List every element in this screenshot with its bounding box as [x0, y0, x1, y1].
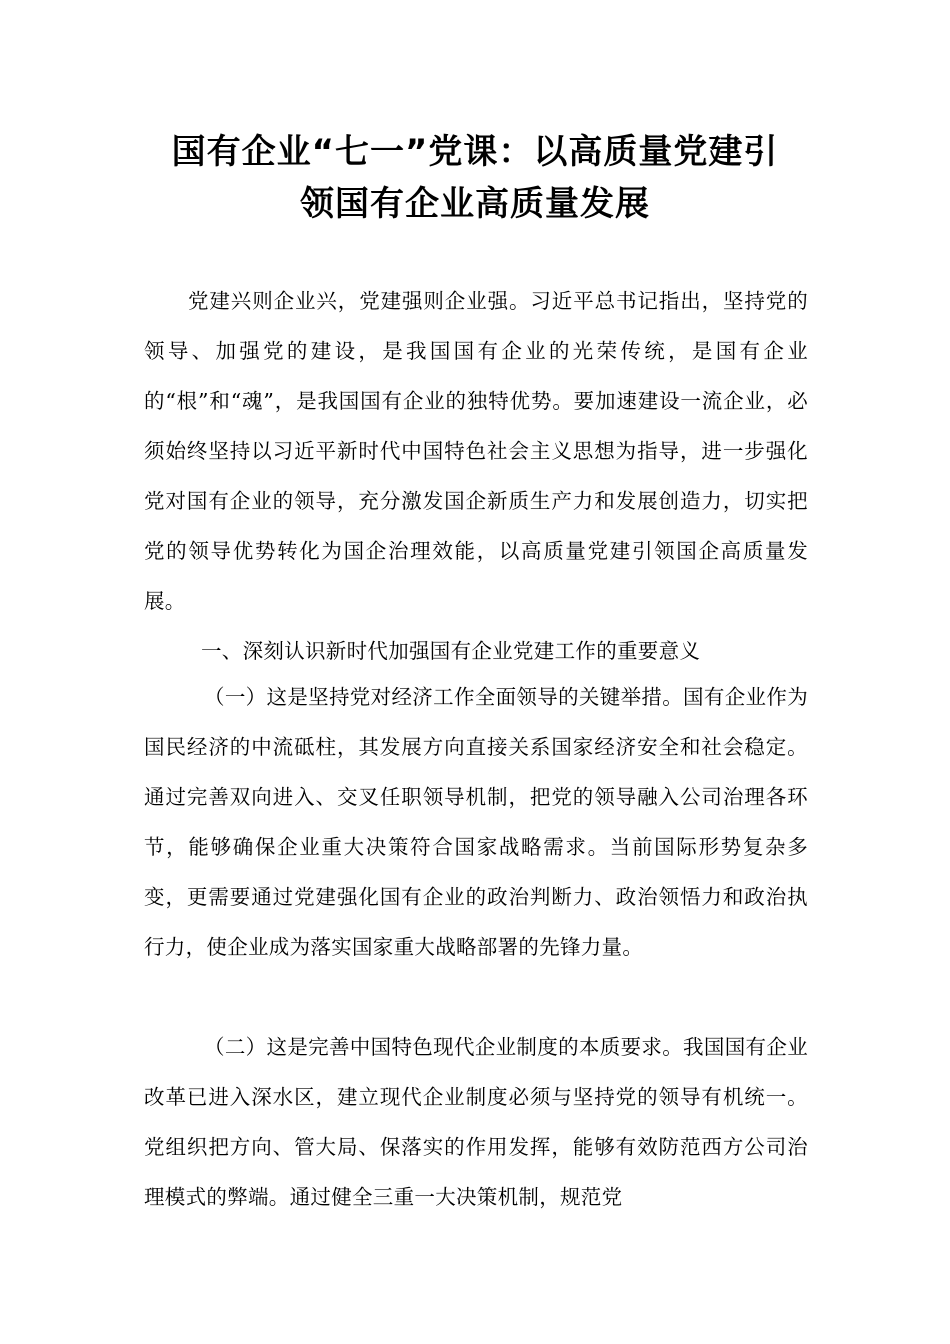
document-title-line2: 领国有企业高质量发展 — [300, 184, 650, 224]
body-paragraph-1: （一）这是坚持党对经济工作全面领导的关键举措。国有企业作为国民经济的中流砥柱，其发展方向直接关系国家经济安全和社会稳定。通过完善双向进入、交叉任职领导机制，把党的领导融入公司治理各环节，能够确保企业重大决策符合国家战略需求。当前国际形势复杂多变，更需要通过党建强化国有企业的政治判断力、政治领悟力和政治执行力，使企业成为落实国家重大战略部署的先锋力量。 — [144, 685, 808, 959]
section-heading: 一、深刻认识新时代加强国有企业党建工作的重要意义 — [201, 639, 701, 663]
body-paragraph-2: （二）这是完善中国特色现代企业制度的本质要求。我国国有企业改革已进入深水区，建立现代企业制度必须与坚持党的领导有机统一。党组织把方向、管大局、保落实的作用发挥，能够有效防范西方公司治理模式的弊端。通过健全三重一大决策机制，规范党 — [144, 1035, 808, 1209]
document-title-line1: 国有企业“七一”党课：以高质量党建引 — [171, 132, 779, 172]
intro-paragraph: 党建兴则企业兴，党建强则企业强。习近平总书记指出，坚持党的领导、加强党的建设，是我国国有企业的光荣传统，是国有企业的“根”和“魂”，是我国国有企业的独特优势。要加速建设一流企业，必须始终坚持以习近平新时代中国特色社会主义思想为指导，进一步强化党对国有企业的领导，充分激发国企新质生产力和发展创造力，切实把党的领导优势转化为国企治理效能，以高质量党建引领国企高质量发展。 — [144, 289, 808, 613]
